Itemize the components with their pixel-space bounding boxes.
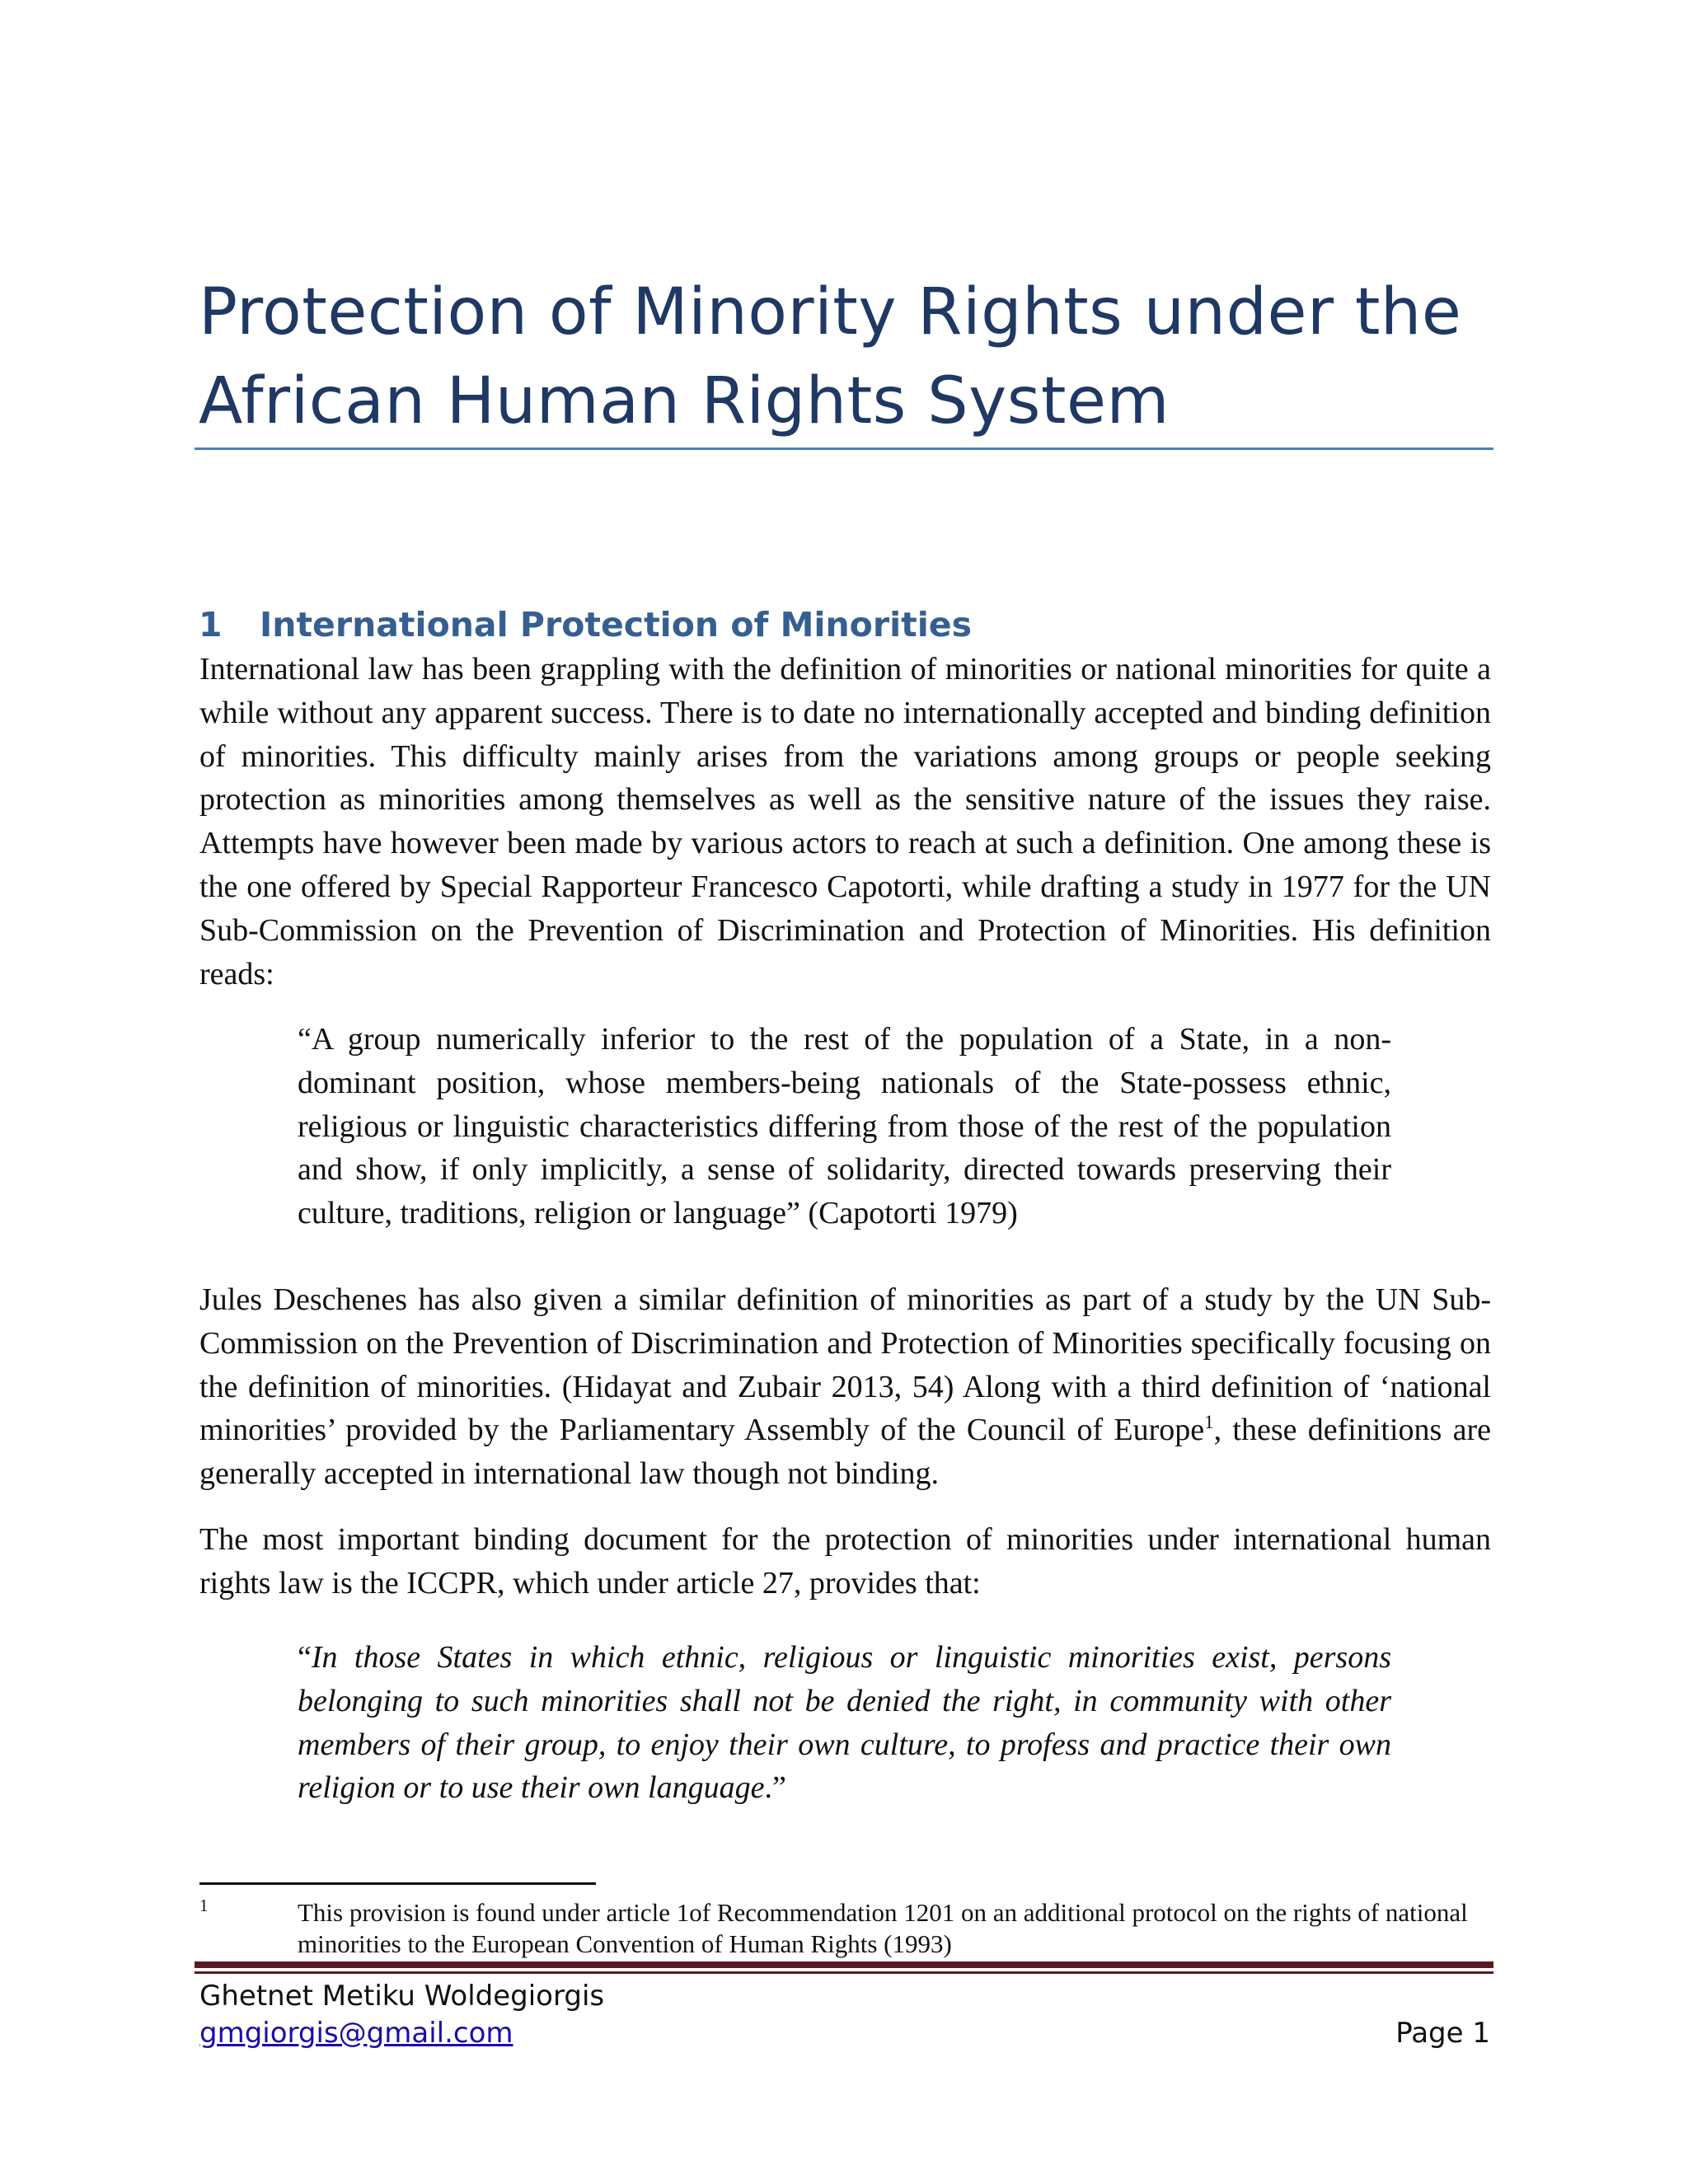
- section-heading-text: International Protection of Minorities: [260, 605, 972, 644]
- footer-rule-thin: [195, 1971, 1493, 1974]
- section-heading: [199, 600, 972, 649]
- paragraph-deschenes-text: Jules Deschenes has also given a similar definition of minorities as part of a study by the UN Sub-Commission on the Prevention of Discrimination and Protection of Minorities specifically focusing on the definition of minorities. (Hidayat and Zubair 2013, 54) Along with a third definition of ‘national minorities’ provided by the Parliamentary Assembly of the Council of Europe: [199, 1282, 1491, 1448]
- page-number: Page 1: [1395, 2017, 1490, 2050]
- quote-article-27-text: In those States in which ethnic, religious or linguistic minorities exist, persons belonging to such minorities shall not be denied the right, in community with other members of their group, to enjoy their own culture, to profess and practice their own religion or to use their own language: [298, 1640, 1391, 1806]
- page-title: Protection of Minority Rights under the African Human Rights System: [199, 275, 1462, 438]
- footer-author: Ghetnet Metiku Woldegiorgis: [199, 1980, 605, 2013]
- footnote-reference[interactable]: 1: [1204, 1412, 1214, 1433]
- footer-email-link[interactable]: gmgiorgis@gmail.com: [199, 2017, 513, 2050]
- paragraph-deschenes: [199, 1278, 1491, 1496]
- paragraph-deschenes-text-end: , these definitions are generally accepted in international law though not binding.: [199, 1413, 1492, 1492]
- block-quote-capotorti: “A group numerically inferior to the rest of the population of a State, in a non-dominant position, whose members-being nationals of the State-possess ethnic, religious or linguistic characteristics differing from those of the rest of the population and show, if only implicitly, a sense of solidarity, directed towards preserving their culture, traditions, religion or language” (Capotorti 1979): [298, 1022, 1391, 1231]
- footnote-separator: [199, 1882, 596, 1885]
- title-underline: [195, 448, 1493, 450]
- quote-open-mark: “: [298, 1640, 312, 1675]
- block-quote-article-27: [298, 1636, 1391, 1810]
- footnote-text: This provision is found under article 1of Recommendation 1201 on an additional protocol on the rights of national minorities to the European Convention of Human Rights (1993): [298, 1898, 1468, 1958]
- footer-rule-thick: [195, 1961, 1493, 1968]
- quote-close-mark: .”: [764, 1770, 786, 1806]
- paragraph-iccpr: The most important binding document for the protection of minorities under international human rights law is the ICCPR, which under article 27, provides that:: [199, 1522, 1491, 1601]
- section-number: 1: [199, 605, 223, 644]
- footnote-mark: 1: [199, 1896, 209, 1915]
- paragraph-intro: International law has been grappling with the definition of minorities or national minorities for quite a while without any apparent success. There is to date no internationally accepted and binding definition of minorities. This difficulty mainly arises from the variations among groups or people seeking protection as minorities among themselves as well as the sensitive nature of the issues they raise. Attempts have however been made by various actors to reach at such a definition. One among these is the one offered by Special Rapporteur Francesco Capotorti, while drafting a study in 1977 for the UN Sub-Commission on the Prevention of Discrimination and Protection of Minorities. His definition reads:: [199, 652, 1491, 991]
